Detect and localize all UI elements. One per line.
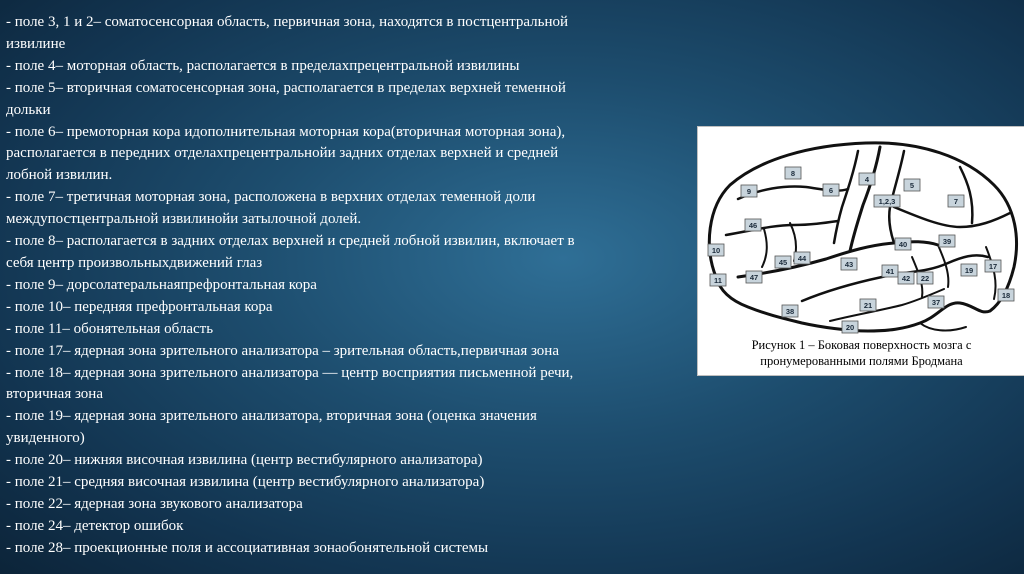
text-line: - поле 9– дорсолатеральнаяпрефронтальная кора <box>6 276 317 293</box>
text-line: - поле 24– детектор ошибок <box>6 517 184 534</box>
brodmann-field-number: 7 <box>953 197 959 206</box>
brodmann-field-label <box>985 260 1001 272</box>
brodmann-field-number: 11 <box>714 276 722 285</box>
brodmann-field-number: 38 <box>785 307 795 316</box>
brodmann-field-number: 41 <box>885 267 895 276</box>
brodmann-field-number: 43 <box>844 260 854 269</box>
text-line: дольки <box>6 101 51 118</box>
brodmann-field-number: 44 <box>797 254 807 263</box>
text-line: извилине <box>6 35 66 52</box>
brodmann-field-number: 39 <box>942 237 952 246</box>
brodmann-field-label <box>860 299 876 311</box>
brodmann-field-number: 20 <box>845 323 855 332</box>
brodmann-field-label <box>898 272 914 284</box>
text-line: располагается в передних отделахпрецентральнойи задних отделах верхней и средней <box>6 145 559 162</box>
brodmann-field-label <box>842 321 858 333</box>
brodmann-field-number: 22 <box>920 274 930 283</box>
text-line: - поле 18– ядерная зона зрительного анализатора — центр восприятия письменной речи, <box>6 364 574 381</box>
text-line: увиденного) <box>6 430 85 447</box>
brodmann-field-label <box>895 238 911 250</box>
text-line: лобной извилин. <box>6 167 113 184</box>
text-line: - поле 5– вторичная соматосенсорная зона, располагается в пределах верхней теменной <box>6 79 566 96</box>
brodmann-field-number: 17 <box>988 262 998 271</box>
brodmann-field-label <box>917 272 933 284</box>
brodmann-field-label <box>794 252 810 264</box>
text-line: - поле 3, 1 и 2– соматосенсорная область, первичная зона, находятся в постцентральной <box>6 14 569 30</box>
brodmann-field-label <box>961 264 977 276</box>
brodmann-field-label <box>775 256 791 268</box>
brodmann-field-label <box>939 235 955 247</box>
brodmann-field-label <box>874 195 900 207</box>
brodmann-field-label <box>904 179 920 191</box>
text-line: - поле 20– нижняя височная извилина (центр вестибулярного анализатора) <box>6 452 483 469</box>
text-line: - поле 11– обонятельная область <box>6 320 214 337</box>
figure-caption <box>698 337 1024 369</box>
brodmann-field-label <box>841 258 857 270</box>
brodmann-field-number: 42 <box>901 274 911 283</box>
brodmann-field-label <box>882 265 898 277</box>
caption-line: пронумерованными полями Бродмана <box>760 354 963 368</box>
brodmann-field-number: 5 <box>909 181 915 190</box>
text-line: - поле 22– ядерная зона звукового анализатора <box>6 495 303 512</box>
text-line: вторичная зона <box>6 386 103 403</box>
brodmann-field-label <box>998 289 1014 301</box>
brodmann-field-number: 40 <box>898 240 908 249</box>
caption-line: Рисунок 1 – Боковая поверхность мозга с <box>751 338 972 352</box>
brodmann-field-label <box>710 274 726 286</box>
text-line: - поле 19– ядерная зона зрительного анализатора, вторичная зона (оценка значения <box>6 408 537 425</box>
brodmann-field-label <box>785 167 801 179</box>
brodmann-field-number: 9 <box>746 187 752 196</box>
text-line: - поле 8– располагается в задних отделах верхней и средней лобной извилин, включает в <box>6 233 575 250</box>
text-line: - поле 10– передняя префронтальная кора <box>6 298 273 315</box>
brodmann-field-number: 8 <box>790 169 796 178</box>
brodmann-field-number: 1,2,3 <box>878 197 896 206</box>
brodmann-field-number: 45 <box>778 258 788 267</box>
brodmann-field-number: 18 <box>1001 291 1011 300</box>
text-line: - поле 21– средняя височная извилина (центр вестибулярного анализатора) <box>6 474 485 491</box>
brodmann-field-number: 10 <box>711 246 721 255</box>
brodmann-field-label <box>741 185 757 197</box>
brodmann-field-number: 19 <box>964 266 974 275</box>
brodmann-field-label <box>745 219 761 231</box>
brodmann-field-number: 47 <box>749 273 759 282</box>
brodmann-field-label <box>859 173 875 185</box>
brodmann-field-number: 4 <box>864 175 870 184</box>
text-line: междупостцентральной извилинойи затылочной долей. <box>6 211 362 228</box>
brodmann-field-label <box>928 296 944 308</box>
brain-lateral-diagram <box>698 127 1024 337</box>
brodmann-field-label <box>823 184 839 196</box>
text-line: - поле 28– проекционные поля и ассоциативная зонаобонятельной системы <box>6 539 489 556</box>
text-line: - поле 7– третичная моторная зона, расположена в верхних отделах теменной доли <box>6 189 536 206</box>
text-line: - поле 17– ядерная зона зрительного анализатора – зрительная область,первичная зона <box>6 342 559 359</box>
brodmann-field-number: 21 <box>863 301 873 310</box>
brodmann-field-number: 46 <box>748 221 758 230</box>
text-line: - поле 6– премоторная кора идополнительная моторная кора(вторичная моторная зона), <box>6 123 566 140</box>
brodmann-field-label <box>948 195 964 207</box>
brodmann-field-label <box>746 271 762 283</box>
text-line: - поле 4– моторная область, располагается в пределахпрецентральной извилины <box>6 57 520 74</box>
brodmann-fields-list <box>6 12 696 560</box>
brodmann-field-label <box>782 305 798 317</box>
brodmann-field-number: 37 <box>931 298 941 307</box>
brodmann-field-label <box>708 244 724 256</box>
brain-figure <box>697 126 1024 376</box>
text-line: себя центр произвольныхдвижений глаз <box>6 254 263 271</box>
brodmann-field-number: 6 <box>828 186 834 195</box>
